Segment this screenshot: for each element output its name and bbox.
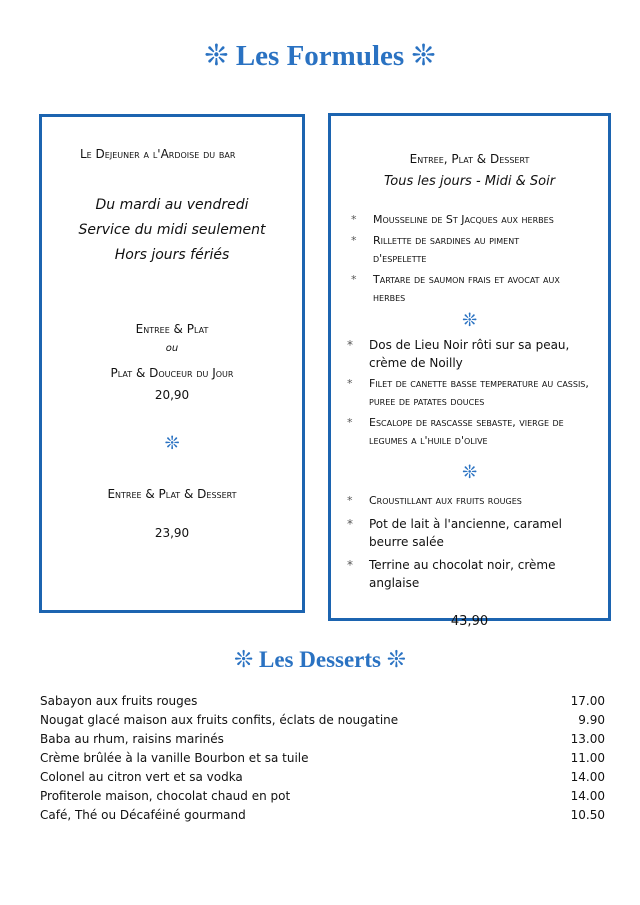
- desserts-title-text: Les Desserts: [259, 647, 381, 672]
- dessert-row: [40, 789, 605, 803]
- dessert-name: Nougat glacé maison aux fruits confits, éclats de nougatine: [40, 713, 399, 727]
- dessert-price: 11.00: [570, 751, 605, 765]
- option-entree-plat-dessert: Entree & Plat & Dessert: [107, 487, 237, 501]
- desserts-list: [347, 492, 604, 592]
- dessert-item: * Terrine au chocolat noir, crème anglaise: [347, 558, 556, 590]
- dessert-name: Baba au rhum, raisins marinés: [40, 732, 224, 746]
- dessert-row: [40, 713, 605, 727]
- plat-item: * Filet de canette basse temperature au cassis, puree de patates douces: [347, 377, 589, 408]
- entree-item: * Rillette de sardines au piment d'espelette: [351, 234, 520, 265]
- dessert-price: 10.50: [570, 808, 605, 822]
- plat-item: * Dos de Lieu Noir rôti sur sa peau, crème de Noilly: [347, 338, 570, 370]
- price-43-90: 43,90: [450, 614, 489, 629]
- dessert-row: [40, 732, 605, 746]
- full-heading: Entree, Plat & Dessert: [409, 152, 530, 166]
- lunch-days: Du mardi au vendredi: [95, 197, 249, 213]
- dessert-name: Café, Thé ou Décaféiné gourmand: [40, 808, 246, 822]
- formules-title: [0, 38, 640, 73]
- dessert-price: 17.00: [570, 694, 605, 708]
- dessert-item: * Pot de lait à l'ancienne, caramel beurre salée: [347, 517, 562, 549]
- price-23-90: 23,90: [154, 526, 190, 540]
- full-formula-box: [328, 113, 611, 629]
- or-text: ou: [165, 343, 179, 354]
- dessert-row: [40, 770, 605, 784]
- dessert-name: Sabayon aux fruits rouges: [40, 694, 198, 708]
- snowflake-icon: ❊: [164, 433, 180, 454]
- dessert-row: [40, 751, 605, 765]
- dessert-price: 9.90: [578, 713, 605, 727]
- dessert-price: 13.00: [570, 732, 605, 746]
- snowflake-icon: ❊: [386, 647, 407, 672]
- plats-list: [347, 336, 604, 450]
- price-20-90: 20,90: [154, 388, 190, 402]
- dessert-price: 14.00: [570, 770, 605, 784]
- full-subtitle: Tous les jours - Midi & Soir: [383, 174, 556, 189]
- plat-item: * Escalope de rascasse sebaste, vierge de legumes a l'huile d'olive: [347, 416, 564, 447]
- dessert-price: 14.00: [570, 789, 605, 803]
- dessert-row: [40, 808, 605, 822]
- dessert-name: Profiterole maison, chocolat chaud en pot: [40, 789, 291, 803]
- dessert-item: * Croustillant aux fruits rouges: [347, 494, 522, 507]
- lunch-formula-box: [39, 114, 305, 613]
- entrees-list: [347, 211, 561, 307]
- dessert-name: Colonel au citron vert et sa vodka: [40, 770, 243, 784]
- dessert-name: Crème brûlée à la vanille Bourbon et sa tuile: [40, 751, 309, 765]
- desserts-title: [0, 647, 640, 673]
- snowflake-icon: ❊: [411, 40, 436, 72]
- entree-item: * Mousseline de St Jacques aux herbes: [351, 213, 554, 226]
- entree-item: * Tartare de saumon frais et avocat aux herbes: [351, 273, 560, 304]
- lunch-heading: Le Dejeuner a l'Ardoise du bar: [80, 147, 236, 161]
- lunch-holidays: Hors jours fériés: [114, 247, 230, 263]
- snowflake-icon: ❊: [233, 647, 254, 672]
- option-entree-plat: Entree & Plat: [135, 322, 209, 336]
- snowflake-icon: ❊: [461, 310, 478, 331]
- snowflake-icon: ❊: [461, 462, 478, 483]
- option-plat-douceur: Plat & Douceur du Jour: [110, 366, 234, 380]
- snowflake-icon: ❊: [204, 40, 229, 72]
- dessert-row: [40, 694, 605, 708]
- formules-title-text: Les Formules: [235, 40, 405, 72]
- lunch-service: Service du midi seulement: [78, 222, 266, 238]
